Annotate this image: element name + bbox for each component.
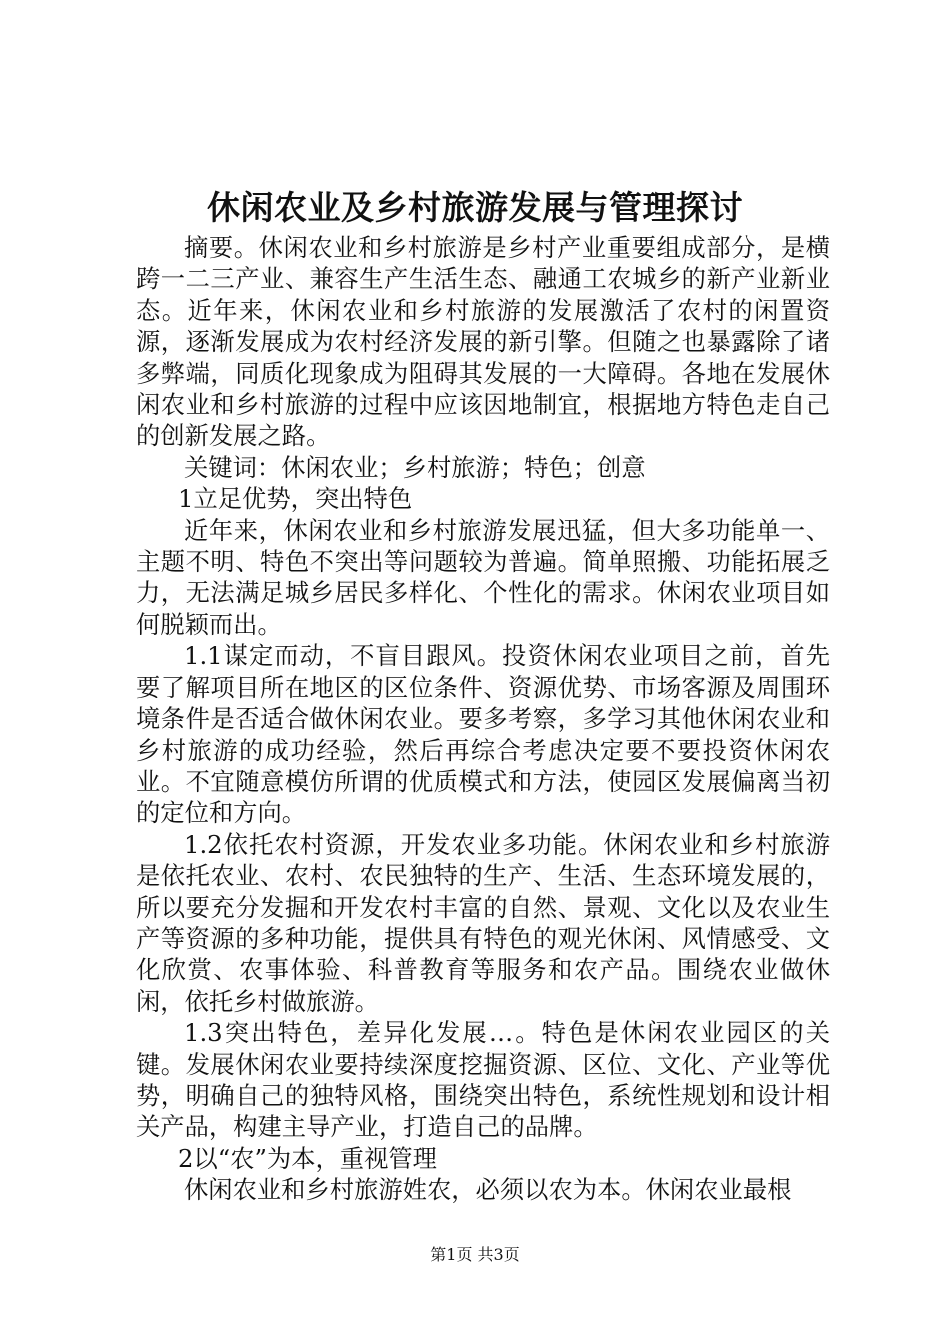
document-title: 休闲农业及乡村旅游发展与管理探讨	[207, 188, 743, 227]
section-heading: 1立足优势，突出特色	[178, 484, 413, 514]
document-body	[136, 232, 830, 1206]
body-paragraph: 近年来，休闲农业和乡村旅游发展迅猛，但大多功能单一、主题不明、特色不突出等问题较为普遍。简单照搬、功能拓展乏力，无法满足城乡居民多样化、个性化的需求。休闲农业项目如何脱颖而出。	[136, 515, 830, 639]
body-paragraph: 休闲农业和乡村旅游姓农，必须以农为本。休闲农业最根	[184, 1175, 792, 1205]
body-paragraph: 1.3突出特色，差异化发展…。特色是休闲农业园区的关键。发展休闲农业要持续深度挖掘资源、区位、文化、产业等优势，明确自己的独特风格，围绕突出特色，系统性规划和设计相关产品，构建主导产业，打造自己的品牌。	[136, 1018, 830, 1142]
section-heading: 2以“农”为本，重视管理	[178, 1143, 437, 1173]
body-paragraph: 1.1谋定而动，不盲目跟风。投资休闲农业项目之前，首先要了解项目所在地区的区位条件、资源优势、市场客源及周围环境条件是否适合做休闲农业。要多考察，多学习其他休闲农业和乡村旅游的成功经验，然后再综合考虑决定要不要投资休闲农业。不宜随意模仿所谓的优质模式和方法，使园区发展偏离当初的定位和方向。	[136, 641, 830, 828]
abstract-paragraph: 摘要。休闲农业和乡村旅游是乡村产业重要组成部分，是横跨一二三产业、兼容生产生活生态、融通工农城乡的新产业新业态。近年来，休闲农业和乡村旅游的发展激活了农村的闲置资源，逐渐发展成为农村经济发展的新引擎。但随之也暴露除了诸多弊端，同质化现象成为阻碍其发展的一大障碍。各地在发展休闲农业和乡村旅游的过程中应该因地制宜，根据地方特色走自己的创新发展之路。	[136, 233, 830, 451]
keywords-paragraph: 关键词：休闲农业；乡村旅游；特色；创意	[184, 452, 646, 482]
body-paragraph: 1.2依托农村资源，开发农业多功能。休闲农业和乡村旅游是依托农业、农村、农民独特的生产、生活、生态环境发展的，所以要充分发掘和开发农村丰富的自然、景观、文化以及农业生产等资源的多种功能，提供具有特色的观光休闲、风情感受、文化欣赏、农事体验、科普教育等服务和农产品。围绕农业做休闲，依托乡村做旅游。	[136, 829, 830, 1016]
page-footer: 第1页 共3页	[430, 1245, 520, 1264]
